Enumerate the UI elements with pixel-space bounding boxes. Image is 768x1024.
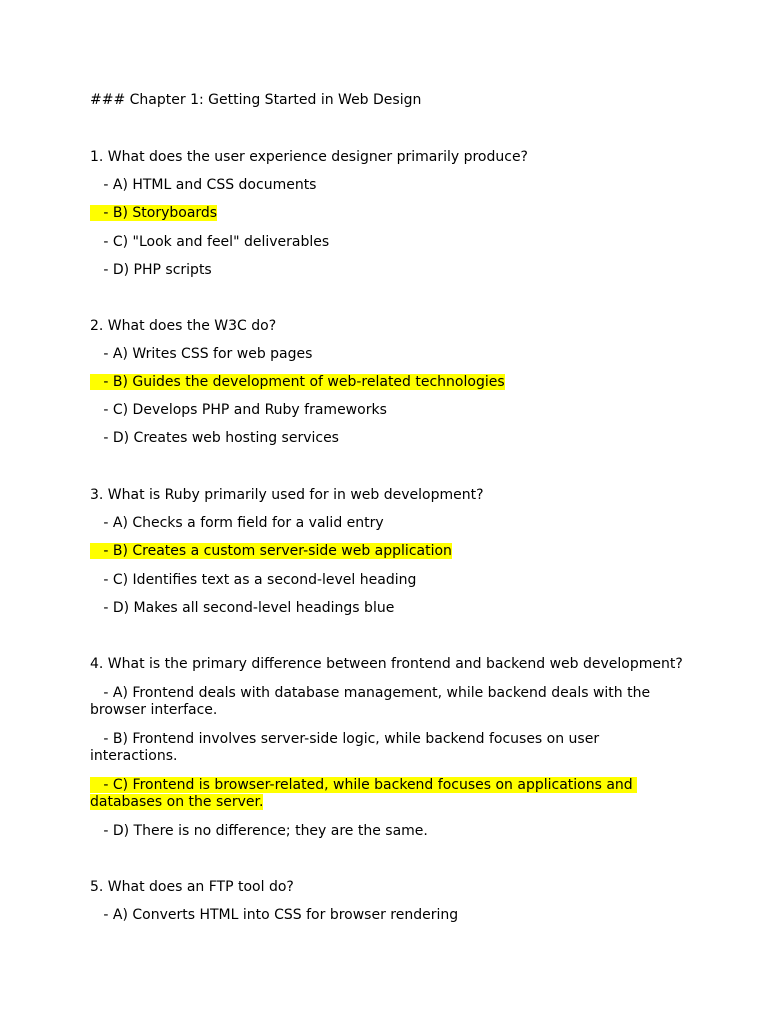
q4-option-a: - A) Frontend deals with database management, while backend deals with the browser interface. [90,685,655,718]
question-4: 4. What is the primary difference between frontend and backend web development? [90,656,683,672]
q1-option-b-text: - B) Storyboards [90,205,218,221]
q3-option-d: - D) Makes all second-level headings blue [90,600,395,616]
chapter-heading: ### Chapter 1: Getting Started in Web Design [90,92,422,108]
q4-option-c-text: - C) Frontend is browser-related, while backend focuses on applications and databases on the server. [90,777,638,810]
q4-option-d: - D) There is no difference; they are the same. [90,823,428,839]
q1-option-a: - A) HTML and CSS documents [90,177,317,193]
q2-option-b-text: - B) Guides the development of web-related technologies [90,374,505,390]
q2-option-a: - A) Writes CSS for web pages [90,346,313,362]
q2-option-b-highlighted [90,374,690,391]
q4-option-b: - B) Frontend involves server-side logic, while backend focuses on user interactions. [90,731,604,764]
q2-option-c: - C) Develops PHP and Ruby frameworks [90,402,387,418]
question-3: 3. What is Ruby primarily used for in web development? [90,487,484,503]
question-5: 5. What does an FTP tool do? [90,879,294,895]
q3-option-b-text: - B) Creates a custom server-side web application [90,543,452,559]
q3-option-a: - A) Checks a form field for a valid entry [90,515,384,531]
question-1: 1. What does the user experience designer primarily produce? [90,149,528,165]
q5-option-a: - A) Converts HTML into CSS for browser rendering [90,907,459,923]
q3-option-c: - C) Identifies text as a second-level heading [90,572,417,588]
q1-option-d: - D) PHP scripts [90,262,212,278]
q2-option-d: - D) Creates web hosting services [90,430,339,446]
question-2: 2. What does the W3C do? [90,318,277,334]
q3-option-b-highlighted [90,543,690,560]
q1-option-b-highlighted [90,205,690,222]
q4-option-c-highlighted [90,777,690,811]
q1-option-c: - C) "Look and feel" deliverables [90,234,330,250]
